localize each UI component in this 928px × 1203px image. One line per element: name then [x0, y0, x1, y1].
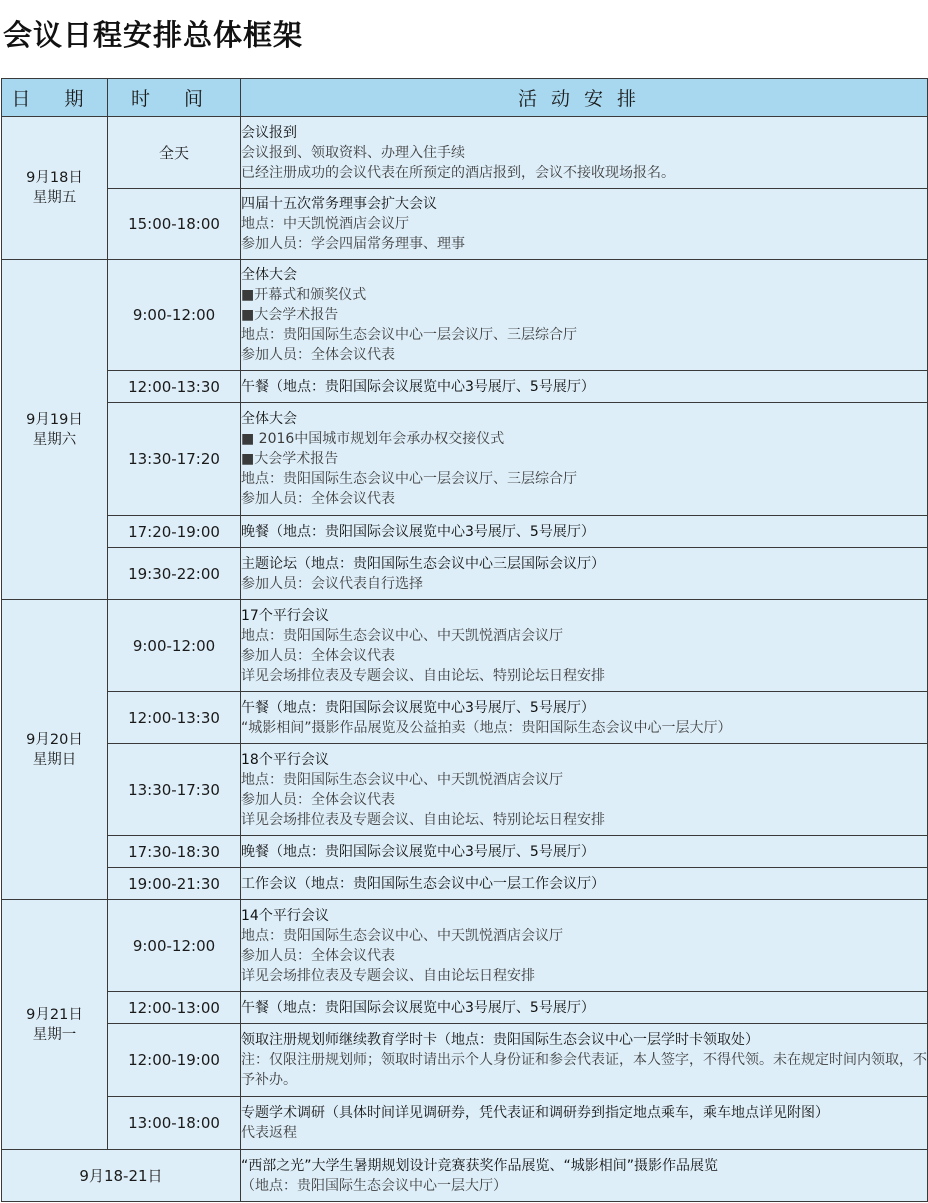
weekday-label: 星期一 — [32, 1026, 77, 1043]
time-cell: 全天 — [108, 117, 241, 189]
date-cell — [2, 600, 108, 900]
activity-title: 专题学术调研（具体时间详见调研券，凭代表证和调研券到指定地点乘车，乘车地点详见附图） — [241, 1105, 829, 1121]
activity-detail: 参加人员：全体会议代表 — [241, 491, 395, 507]
activity-cell — [241, 600, 928, 692]
activity-detail: 会议报到、领取资料、办理入住手续 — [241, 144, 465, 161]
footer-date-range: 9月18-21日 — [2, 1150, 241, 1202]
time-cell: 17:30-18:30 — [108, 836, 241, 868]
schedule-row — [2, 548, 928, 600]
schedule-row — [2, 1024, 928, 1097]
schedule-row — [2, 189, 928, 260]
activity-title: 14个平行会议 — [241, 907, 329, 924]
activity-detail: 地点：贵阳国际生态会议中心、中天凯悦酒店会议厅 — [241, 771, 563, 788]
activity-title: 17个平行会议 — [241, 607, 329, 624]
activity-detail: 详见会场排位表及专题会议、自由论坛日程安排 — [241, 967, 535, 984]
activity-detail: 参加人员：全体会议代表 — [241, 947, 395, 964]
activity-detail: 参加人员：全体会议代表 — [241, 791, 395, 808]
activity-title: 18个平行会议 — [241, 751, 329, 768]
footer-activity-line: “西部之光”大学生暑期规划设计竞赛获奖作品展览、“城影相间”摄影作品展览 — [241, 1157, 719, 1174]
activity-cell — [241, 1097, 928, 1150]
activity-detail: 参加人员：全体会议代表 — [241, 647, 395, 664]
weekday-label: 星期五 — [32, 190, 77, 206]
date-label: 9月18日 — [26, 170, 83, 186]
activity-detail: 参加人员：全体会议代表 — [241, 347, 395, 363]
activity-title: 全体大会 — [241, 267, 297, 283]
time-cell: 12:00-13:30 — [108, 692, 241, 744]
activity-detail: 地点：贵阳国际生态会议中心、中天凯悦酒店会议厅 — [241, 927, 563, 944]
schedule-table — [1, 78, 928, 1202]
time-cell: 12:00-13:00 — [108, 992, 241, 1024]
activity-title: 四届十五次常务理事会扩大会议 — [241, 196, 437, 212]
activity-cell — [241, 1024, 928, 1097]
schedule-row — [2, 900, 928, 992]
activity-detail: 已经注册成功的会议代表在所预定的酒店报到，会议不接收现场报名。 — [241, 164, 675, 181]
activity-detail: 地点：贵阳国际生态会议中心一层会议厅、三层综合厅 — [241, 471, 577, 487]
activity-detail: ■大会学术报告 — [241, 451, 339, 467]
time-cell: 13:00-18:00 — [108, 1097, 241, 1150]
time-cell: 12:00-13:30 — [108, 371, 241, 403]
header-time: 时 间 — [108, 79, 241, 117]
header-date: 日 期 — [2, 79, 108, 117]
activity-detail: 详见会场排位表及专题会议、自由论坛、特别论坛日程安排 — [241, 811, 605, 828]
activity-detail: 注：仅限注册规划师；领取时请出示个人身份证和参会代表证，本人签字，不得代领。未在规定时间内领取，不予补办。 — [241, 1052, 927, 1088]
activity-detail: 地点：贵阳国际生态会议中心一层会议厅、三层综合厅 — [241, 327, 577, 343]
activity-title: 午餐（地点：贵阳国际会议展览中心3号展厅、5号展厅） — [241, 699, 595, 716]
date-label: 9月21日 — [26, 1006, 83, 1023]
activity-title: 晚餐（地点：贵阳国际会议展览中心3号展厅、5号展厅） — [241, 843, 595, 860]
activity-cell — [241, 403, 928, 516]
schedule-row — [2, 744, 928, 836]
footer-activity-line: （地点：贵阳国际生态会议中心一层大厅） — [241, 1177, 507, 1194]
activity-detail: ■开幕式和颁奖仪式 — [241, 287, 367, 303]
activity-title: 午餐（地点：贵阳国际会议展览中心3号展厅、5号展厅） — [241, 378, 595, 395]
activity-title: 会议报到 — [241, 124, 297, 141]
activity-title: 午餐（地点：贵阳国际会议展览中心3号展厅、5号展厅） — [241, 999, 595, 1016]
activity-detail: 详见会场排位表及专题会议、自由论坛、特别论坛日程安排 — [241, 667, 605, 684]
activity-title: 工作会议（地点：贵阳国际生态会议中心一层工作会议厅） — [241, 875, 605, 892]
activity-detail: “城影相间”摄影作品展览及公益拍卖（地点：贵阳国际生态会议中心一层大厅） — [241, 719, 732, 736]
activity-detail: 代表返程 — [241, 1125, 297, 1141]
activity-detail: 地点：中天凯悦酒店会议厅 — [241, 216, 409, 232]
activity-cell — [241, 744, 928, 836]
activity-detail: 参加人员：会议代表自行选择 — [241, 575, 423, 592]
date-cell — [2, 260, 108, 600]
time-cell: 12:00-19:00 — [108, 1024, 241, 1097]
time-cell: 9:00-12:00 — [108, 900, 241, 992]
activity-cell — [241, 992, 928, 1024]
activity-cell — [241, 371, 928, 403]
schedule-row — [2, 868, 928, 900]
activity-cell — [241, 900, 928, 992]
activity-cell — [241, 868, 928, 900]
page-title: 会议日程安排总体框架 — [3, 18, 304, 52]
activity-cell — [241, 260, 928, 371]
date-cell — [2, 117, 108, 260]
date-label: 9月20日 — [26, 731, 83, 748]
schedule-row — [2, 516, 928, 548]
time-cell: 17:20-19:00 — [108, 516, 241, 548]
activity-title: 全体大会 — [241, 411, 297, 427]
time-cell: 19:30-22:00 — [108, 548, 241, 600]
activity-cell — [241, 117, 928, 189]
header-activity: 活动安排 — [241, 79, 928, 117]
schedule-row — [2, 692, 928, 744]
activity-cell — [241, 516, 928, 548]
activity-title: 领取注册规划师继续教育学时卡（地点：贵阳国际生态会议中心一层学时卡领取处） — [241, 1032, 759, 1048]
activity-cell — [241, 189, 928, 260]
schedule-row — [2, 260, 928, 371]
activity-detail: ■大会学术报告 — [241, 307, 339, 323]
footer-row — [2, 1150, 928, 1202]
activity-title: 晚餐（地点：贵阳国际会议展览中心3号展厅、5号展厅） — [241, 523, 595, 540]
time-cell: 19:00-21:30 — [108, 868, 241, 900]
schedule-row — [2, 117, 928, 189]
activity-cell — [241, 692, 928, 744]
activity-detail: ■ 2016中国城市规划年会承办权交接仪式 — [241, 431, 505, 447]
activity-detail: 参加人员：学会四届常务理事、理事 — [241, 236, 465, 252]
schedule-row — [2, 371, 928, 403]
schedule-body — [2, 117, 928, 1202]
date-cell — [2, 900, 108, 1150]
time-cell: 13:30-17:20 — [108, 403, 241, 516]
weekday-label: 星期日 — [32, 751, 77, 768]
schedule-row — [2, 600, 928, 692]
activity-cell — [241, 548, 928, 600]
time-cell: 9:00-12:00 — [108, 600, 241, 692]
schedule-row — [2, 403, 928, 516]
activity-title: 主题论坛（地点：贵阳国际生态会议中心三层国际会议厅） — [241, 555, 605, 572]
date-label: 9月19日 — [26, 411, 83, 428]
weekday-label: 星期六 — [32, 431, 77, 448]
footer-activity-cell — [241, 1150, 928, 1202]
header-row — [2, 79, 928, 117]
schedule-row — [2, 836, 928, 868]
activity-detail: 地点：贵阳国际生态会议中心、中天凯悦酒店会议厅 — [241, 627, 563, 644]
time-cell: 15:00-18:00 — [108, 189, 241, 260]
time-cell: 9:00-12:00 — [108, 260, 241, 371]
schedule-row — [2, 1097, 928, 1150]
schedule-row — [2, 992, 928, 1024]
activity-cell — [241, 836, 928, 868]
time-cell: 13:30-17:30 — [108, 744, 241, 836]
